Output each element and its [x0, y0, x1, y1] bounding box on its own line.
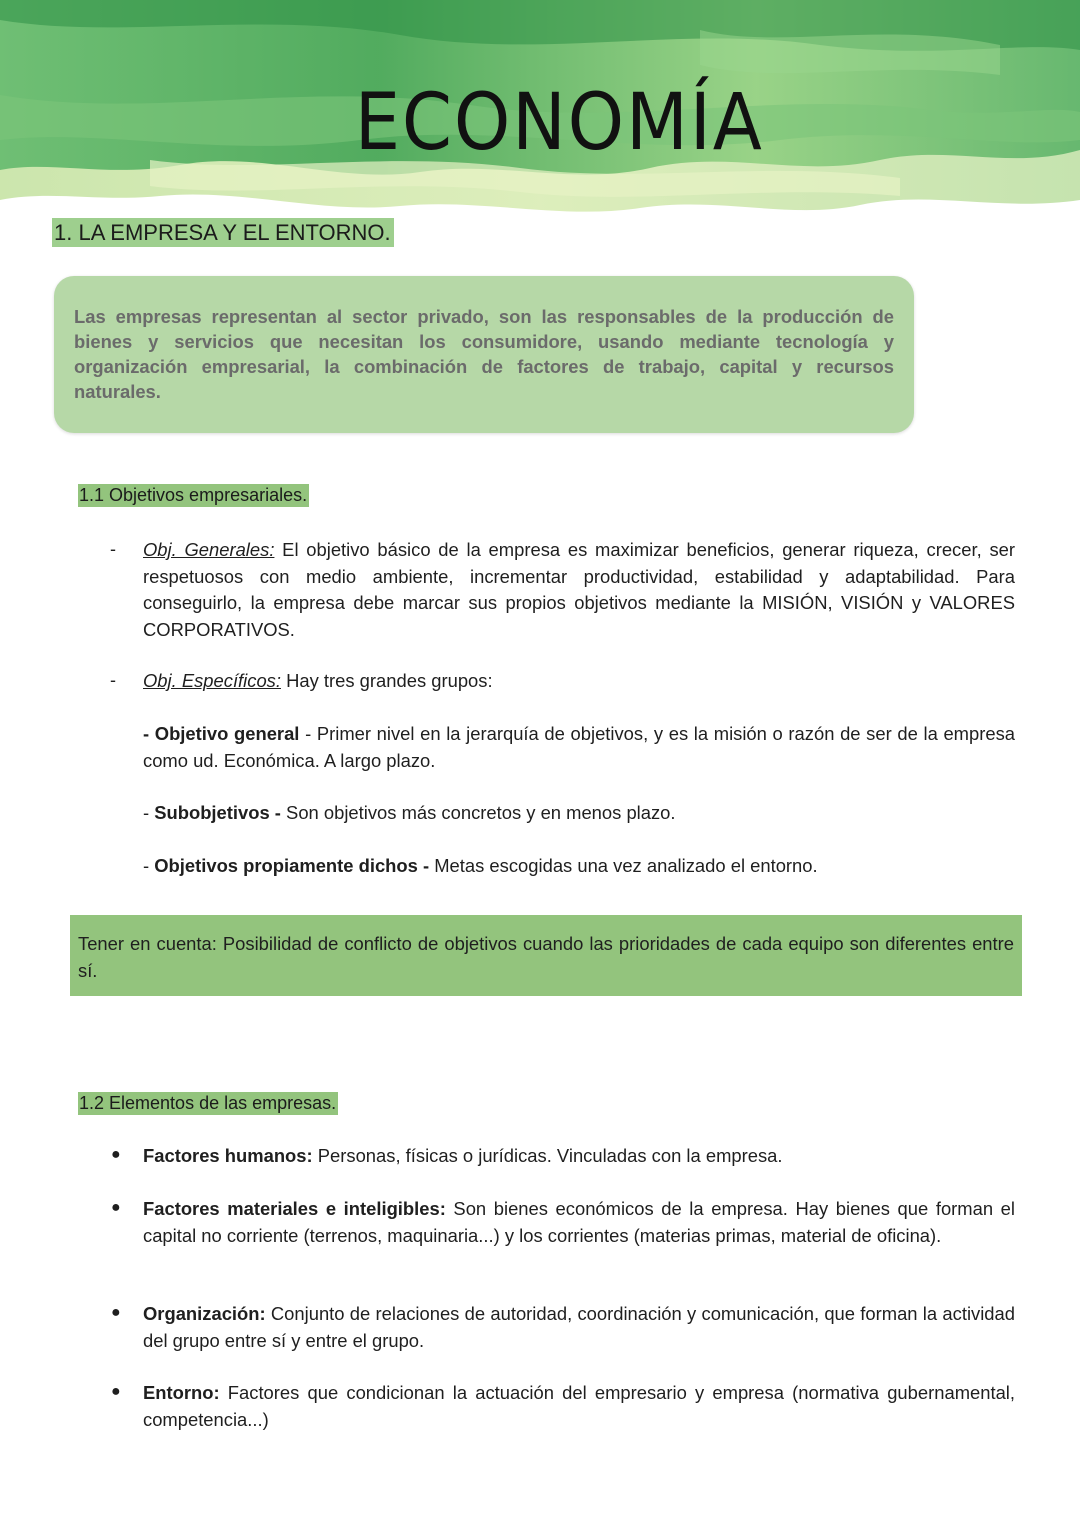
group-text: Son objetivos más concretos y en menos plazo.: [280, 802, 676, 823]
element-title: Factores humanos:: [143, 1145, 313, 1166]
element-text: Factores que condicionan la actuación del empresario y empresa (normativa gubernamental, competencia...): [143, 1382, 1015, 1430]
general-objectives-paragraph: [143, 537, 1015, 643]
element-text: Son bienes económicos de la empresa. Hay bienes que forman el capital no corriente (terrenos, maquinaria...) y los corrientes (materias primas, material de oficina).: [143, 1198, 1015, 1246]
bullet-icon: ●: [111, 1383, 121, 1400]
group-prefix: -: [143, 802, 155, 823]
element-item-material: [143, 1196, 1015, 1249]
bullet-icon: ●: [111, 1304, 121, 1321]
group-title: Objetivos propiamente dichos -: [154, 855, 430, 876]
element-title: Organización:: [143, 1303, 266, 1324]
dash-marker: -: [110, 539, 116, 559]
element-item-organization: [143, 1301, 1015, 1354]
note-box: Tener en cuenta: Posibilidad de conflicto de objetivos cuando las prioridades de cada equipo son diferentes entre sí.: [70, 915, 1022, 996]
element-title: Factores materiales e inteligibles:: [143, 1198, 446, 1219]
page-title: ECONOMÍA: [354, 78, 764, 168]
specific-objectives-text: Hay tres grandes grupos:: [280, 670, 493, 691]
general-objectives-text: El objetivo básico de la empresa es maximizar beneficios, generar riqueza, crecer, ser respetuosos con medio ambiente, incrementar productividad, estabilidad y adaptabilidad. Para conseguirlo, la empresa debe marcar sus propios objetivos mediante la MISIÓN, VISIÓN y VALORES CORPORATIVOS.: [143, 539, 1015, 640]
group-title: - Objetivo general: [143, 723, 300, 744]
dash-marker: -: [110, 670, 116, 690]
group-text: - Primer nivel en la jerarquía de objetivos, y es la misión o razón de ser de la empresa como ud. Económica. A largo plazo.: [143, 723, 1015, 771]
specific-objectives-paragraph: [143, 668, 1015, 695]
bullet-icon: ●: [111, 1146, 121, 1163]
objective-group-subobjectives: [143, 800, 1015, 827]
element-title: Entorno:: [143, 1382, 220, 1403]
general-objectives-label: Obj. Generales:: [143, 539, 275, 560]
objective-group-proper: [143, 853, 1015, 880]
intro-box: Las empresas representan al sector privado, son las responsables de la producción de bienes y servicios que necesitan los consumidore, usando mediante tecnología y organización empresarial, la combinación de factores de trabajo, capital y recursos naturales.: [54, 276, 914, 433]
element-item-human: [143, 1143, 1015, 1170]
group-text: Metas escogidas una vez analizado el entorno.: [429, 855, 818, 876]
element-text: Personas, físicas o jurídicas. Vinculadas con la empresa.: [312, 1145, 783, 1166]
element-text: Conjunto de relaciones de autoridad, coordinación y comunicación, que forman la actividad del grupo entre sí y entre el grupo.: [143, 1303, 1015, 1351]
section-1-heading: 1. LA EMPRESA Y EL ENTORNO.: [52, 218, 394, 247]
section-1-2-heading: 1.2 Elementos de las empresas.: [79, 1093, 337, 1113]
bullet-icon: ●: [111, 1199, 121, 1216]
element-item-environment: [143, 1380, 1015, 1433]
objective-group-general: [143, 721, 1015, 774]
group-title: Subobjetivos -: [154, 802, 281, 823]
specific-objectives-label: Obj. Específicos:: [143, 670, 281, 691]
section-1-1-heading: 1.1 Objetivos empresariales.: [79, 485, 308, 505]
group-prefix: -: [143, 855, 155, 876]
